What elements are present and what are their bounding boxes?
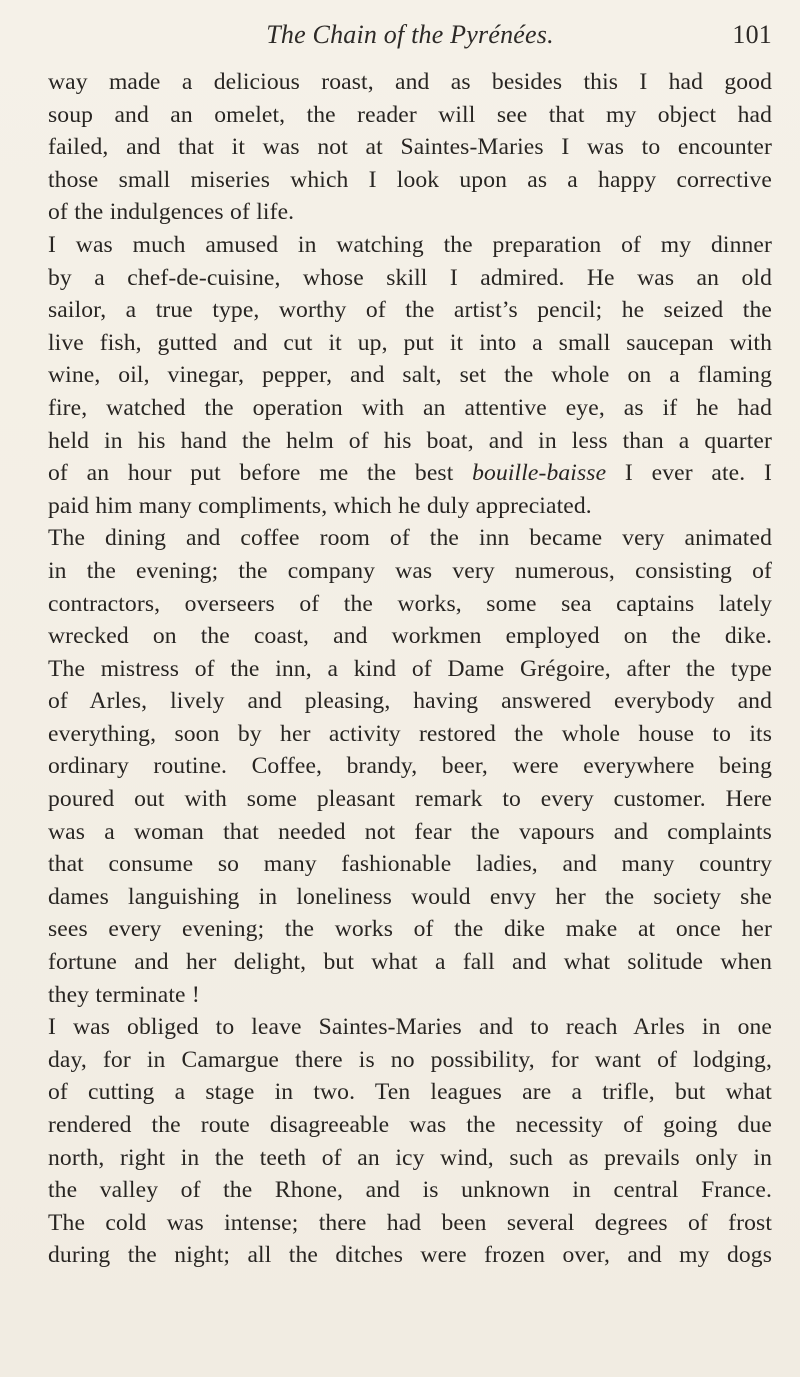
text-line: ordinary routine. Coffee, brandy, beer, were everywhere being bbox=[48, 753, 772, 780]
text-line: of Arles, lively and pleasing, having answered everybody and bbox=[48, 688, 772, 715]
body-text bbox=[48, 66, 772, 1272]
text-line: in the evening; the company was very numerous, consisting of bbox=[48, 557, 772, 584]
text-line: live fish, gutted and cut it up, put it into a small saucepan with bbox=[48, 329, 772, 356]
text-line: dames languishing in loneliness would envy her the society she bbox=[48, 883, 772, 910]
text-line: the valley of the Rhone, and is unknown in central France. bbox=[48, 1177, 772, 1204]
text-line: The mistress of the inn, a kind of Dame Grégoire, after the type bbox=[48, 655, 772, 682]
text-line: paid him many compliments, which he duly appreciated. bbox=[48, 492, 592, 519]
text-line: of the indulgences of life. bbox=[48, 199, 295, 226]
text-line-with-italic bbox=[48, 457, 772, 490]
text-line: poured out with some pleasant remark to every customer. Here bbox=[48, 786, 772, 813]
text-line: rendered the route disagreeable was the necessity of going due bbox=[48, 1112, 772, 1138]
text-line: of cutting a stage in two. Ten leagues are a trifle, but what bbox=[48, 1079, 772, 1106]
text-line: sailor, a true type, worthy of the artist’s pencil; he seized the bbox=[48, 297, 772, 324]
text-line: I was much amused in watching the preparation of my dinner bbox=[48, 231, 772, 258]
page-number: 101 bbox=[732, 20, 772, 49]
running-title: The Chain of the Pyrénées. bbox=[266, 20, 554, 49]
text-line: that consume so many fashionable ladies, and many country bbox=[48, 851, 772, 878]
text-line: The dining and coffee room of the inn became very animated bbox=[48, 525, 772, 552]
text-line: soup and an omelet, the reader will see that my object had bbox=[48, 101, 772, 128]
running-header bbox=[48, 12, 772, 56]
text-line: was a woman that needed not fear the vapours and complaints bbox=[48, 818, 772, 845]
text-line: sees every evening; the works of the dike make at once her bbox=[48, 916, 772, 943]
text-line: wine, oil, vinegar, pepper, and salt, set the whole on a flaming bbox=[48, 362, 772, 389]
italic-term: bouille-baisse bbox=[472, 460, 607, 487]
text-line: fortune and her delight, but what a fall and what solitude when bbox=[48, 949, 772, 976]
text-fragment: I ever ate. I bbox=[606, 460, 772, 487]
text-line: I was obliged to leave Saintes-Maries and to reach Arles in one bbox=[48, 1014, 772, 1041]
text-line: north, right in the teeth of an icy wind, such as prevails only in bbox=[48, 1144, 772, 1171]
text-line: those small miseries which I look upon as a happy corrective bbox=[48, 166, 772, 193]
text-fragment: of an hour put before me the best bbox=[48, 460, 473, 487]
text-line: failed, and that it was not at Saintes-Maries I was to encounter bbox=[48, 134, 772, 161]
text-line: wrecked on the coast, and workmen employed on the dike. bbox=[48, 623, 772, 650]
text-line: day, for in Camargue there is no possibility, for want of lodging, bbox=[48, 1046, 772, 1073]
text-line: fire, watched the operation with an attentive eye, as if he had bbox=[48, 394, 772, 421]
text-line: held in his hand the helm of his boat, and in less than a quarter bbox=[48, 427, 772, 454]
text-line: contractors, overseers of the works, some sea captains lately bbox=[48, 590, 772, 617]
text-line: during the night; all the ditches were frozen over, and my dogs bbox=[48, 1242, 772, 1269]
text-line: The cold was intense; there had been several degrees of frost bbox=[48, 1209, 772, 1236]
text-line: way made a delicious roast, and as besides this I had good bbox=[48, 69, 772, 95]
text-line: by a chef-de-cuisine, whose skill I admired. He was an old bbox=[48, 264, 772, 291]
text-line: they terminate ! bbox=[48, 981, 200, 1008]
text-line: everything, soon by her activity restored the whole house to its bbox=[48, 720, 772, 747]
